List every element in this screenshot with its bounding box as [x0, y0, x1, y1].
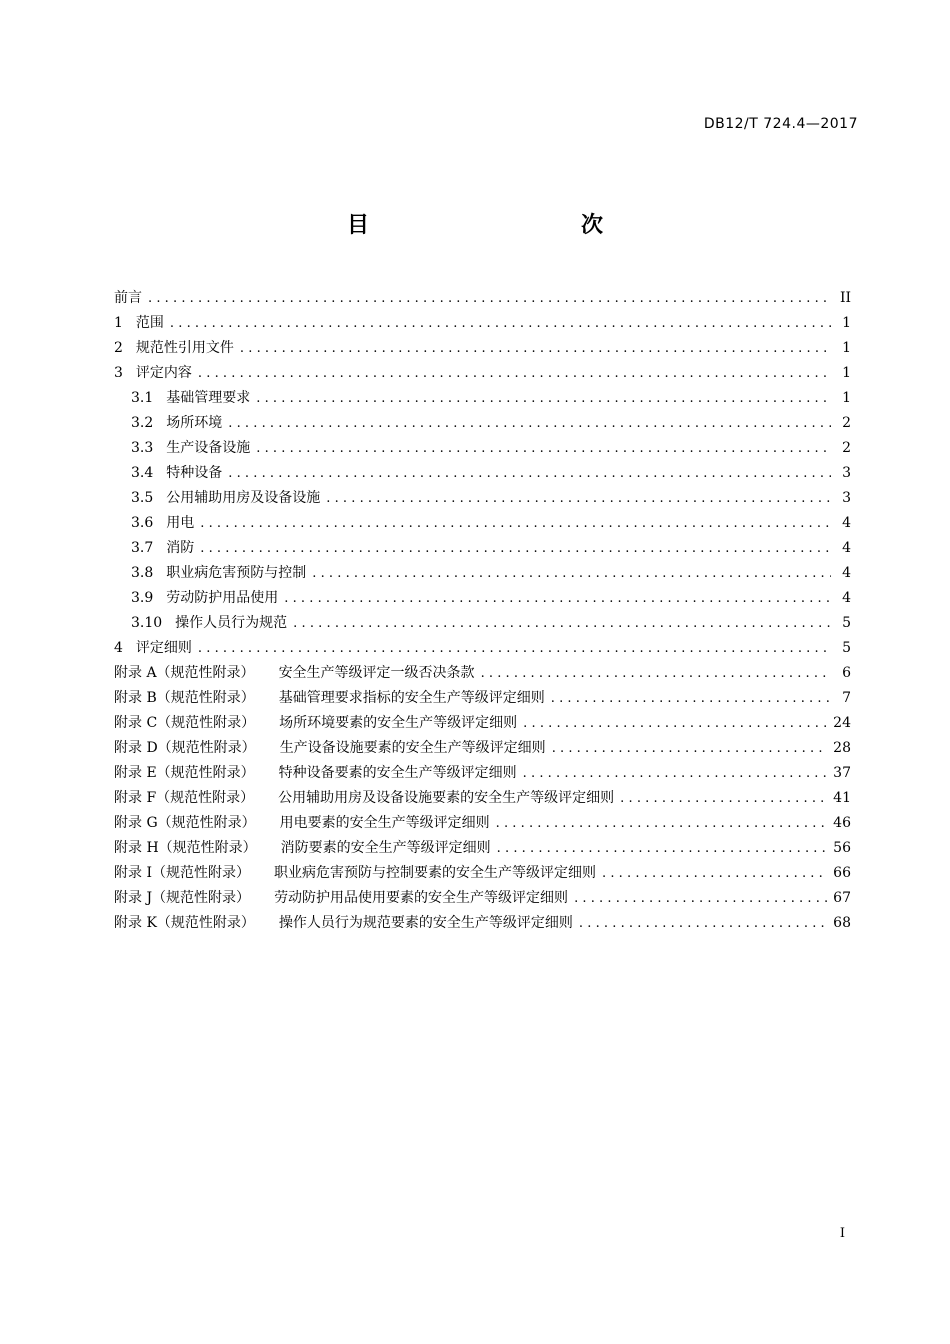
toc-entry-number: 3.2 [131, 415, 154, 431]
toc-entry[interactable] [114, 886, 851, 911]
toc-entry-label: 操作人员行为规范要素的安全生产等级评定细则 [278, 915, 573, 931]
toc-entry-page: 6 [842, 665, 851, 681]
toc-dot-leader [256, 436, 831, 461]
toc-entry-page: 41 [833, 790, 851, 806]
page-title: 目 次 [346, 213, 659, 238]
toc-dot-leader [170, 311, 831, 336]
toc-entry[interactable] [114, 611, 851, 636]
toc-entry-page: 4 [842, 515, 851, 531]
toc-dot-leader [284, 586, 831, 611]
toc-entry-number: 3.1 [131, 390, 154, 406]
toc-entry[interactable] [114, 761, 851, 786]
toc-entry[interactable] [114, 861, 851, 886]
toc-entry[interactable] [114, 436, 851, 461]
toc-entry-page: 1 [842, 340, 851, 356]
toc-entry[interactable] [114, 461, 851, 486]
toc-entry[interactable] [114, 511, 851, 536]
toc-dot-leader [620, 786, 827, 811]
toc-dot-leader [551, 686, 831, 711]
toc-entry-number: 附录 A（规范性附录） [114, 665, 255, 681]
toc-entry[interactable] [114, 711, 851, 736]
toc-dot-leader [200, 536, 831, 561]
toc-dot-leader [256, 386, 831, 411]
toc-entry-number: 1 [114, 315, 123, 331]
toc-entry[interactable] [114, 286, 851, 311]
toc-entry-label: 场所环境 [166, 415, 223, 431]
toc-entry-page: 37 [833, 765, 851, 781]
toc-entry[interactable] [114, 661, 851, 686]
toc-entry[interactable] [114, 636, 851, 661]
toc-entry-label: 公用辅助用房及设备设施要素的安全生产等级评定细则 [278, 790, 615, 806]
toc-entry-number: 3.3 [131, 440, 154, 456]
toc-dot-leader [228, 461, 831, 486]
toc-entry-number: 3.8 [131, 565, 154, 581]
toc-dot-leader [148, 286, 831, 311]
toc-entry-page: 46 [833, 815, 851, 831]
toc-entry-number: 附录 G（规范性附录） [114, 815, 256, 831]
toc-entry-number: 3.5 [131, 490, 154, 506]
toc-dot-leader [574, 886, 827, 911]
page-number: I [839, 1226, 845, 1241]
toc-entry-number: 附录 K（规范性附录） [114, 915, 255, 931]
toc-dot-leader [497, 836, 828, 861]
toc-entry[interactable] [114, 336, 851, 361]
toc-entry-label: 特种设备要素的安全生产等级评定细则 [278, 765, 517, 781]
toc-entry-number: 4 [114, 640, 123, 656]
toc-entry-number: 3.10 [131, 615, 163, 631]
toc-entry-page: 1 [842, 365, 851, 381]
toc-dot-leader [293, 611, 831, 636]
toc-entry-label: 用电要素的安全生产等级评定细则 [279, 815, 490, 831]
toc-entry[interactable] [114, 836, 851, 861]
toc-entry-number: 附录 C（规范性附录） [114, 715, 256, 731]
toc-entry[interactable] [114, 486, 851, 511]
toc-entry-number: 附录 E（规范性附录） [114, 765, 255, 781]
toc-entry-number: 3.4 [131, 465, 154, 481]
toc-entry-page: 2 [842, 440, 851, 456]
toc-entry-label: 安全生产等级评定一级否决条款 [278, 665, 475, 681]
toc-dot-leader [198, 636, 831, 661]
toc-entry-page: 2 [842, 415, 851, 431]
toc-dot-leader [198, 361, 831, 386]
toc-entry-label: 公用辅助用房及设备设施 [166, 490, 321, 506]
toc-entry-number: 附录 J（规范性附录） [114, 890, 251, 906]
toc-entry-page: 5 [842, 615, 851, 631]
toc-entry-label: 场所环境要素的安全生产等级评定细则 [279, 715, 518, 731]
toc-entry-page: 56 [833, 840, 851, 856]
toc-entry[interactable] [114, 561, 851, 586]
toc-dot-leader [579, 911, 827, 936]
standard-code: DB12/T 724.4—2017 [703, 116, 858, 132]
toc-dot-leader [523, 761, 828, 786]
toc-entry[interactable] [114, 586, 851, 611]
toc-entry-label: 操作人员行为规范 [175, 615, 288, 631]
toc-entry-page: 4 [842, 540, 851, 556]
toc-entry-page: 5 [842, 640, 851, 656]
toc-entry-page: 1 [842, 315, 851, 331]
table-of-contents [114, 286, 851, 936]
toc-entry-label: 劳动防护用品使用 [166, 590, 279, 606]
toc-entry-number: 2 [114, 340, 123, 356]
toc-entry[interactable] [114, 311, 851, 336]
toc-dot-leader [496, 811, 828, 836]
toc-entry[interactable] [114, 361, 851, 386]
toc-entry[interactable] [114, 736, 851, 761]
toc-entry-label: 基础管理要求指标的安全生产等级评定细则 [278, 690, 545, 706]
toc-dot-leader [228, 411, 831, 436]
toc-entry-page: 3 [842, 490, 851, 506]
toc-entry-label: 消防 [166, 540, 195, 556]
toc-entry-page: 66 [833, 865, 851, 881]
toc-entry-label: 职业病危害预防与控制 [166, 565, 307, 581]
toc-entry-label: 规范性引用文件 [135, 340, 234, 356]
toc-entry-page: 4 [842, 565, 851, 581]
toc-dot-leader [552, 736, 827, 761]
toc-entry-label: 用电 [166, 515, 195, 531]
toc-entry-number: 3 [114, 365, 123, 381]
toc-entry-number: 附录 F（规范性附录） [114, 790, 255, 806]
toc-entry-label: 范围 [135, 315, 164, 331]
toc-dot-leader [326, 486, 831, 511]
toc-entry[interactable] [114, 686, 851, 711]
toc-entry-page: 24 [833, 715, 851, 731]
toc-entry-page: II [839, 290, 851, 306]
toc-entry-number: 3.6 [131, 515, 154, 531]
toc-dot-leader [200, 511, 831, 536]
toc-entry-label: 基础管理要求 [166, 390, 251, 406]
toc-entry[interactable] [114, 811, 851, 836]
toc-entry[interactable] [114, 786, 851, 811]
toc-dot-leader [312, 561, 831, 586]
toc-entry-page: 4 [842, 590, 851, 606]
toc-entry-page: 1 [842, 390, 851, 406]
toc-dot-leader [481, 661, 831, 686]
toc-entry-label: 职业病危害预防与控制要素的安全生产等级评定细则 [273, 865, 596, 881]
toc-entry[interactable] [114, 911, 851, 936]
toc-entry-label: 评定细则 [135, 640, 192, 656]
toc-entry-number: 3.7 [131, 540, 154, 556]
toc-entry-label: 生产设备设施 [166, 440, 251, 456]
toc-entry-number: 附录 D（规范性附录） [114, 740, 256, 756]
toc-entry[interactable] [114, 411, 851, 436]
toc-dot-leader [523, 711, 827, 736]
toc-entry[interactable] [114, 536, 851, 561]
toc-entry-label: 特种设备 [166, 465, 223, 481]
toc-entry-page: 28 [833, 740, 851, 756]
toc-entry-page: 3 [842, 465, 851, 481]
toc-entry-label: 评定内容 [135, 365, 192, 381]
toc-entry-page: 68 [833, 915, 851, 931]
toc-entry-number: 附录 I（规范性附录） [114, 865, 250, 881]
toc-entry-number: 3.9 [131, 590, 154, 606]
toc-dot-leader [602, 861, 827, 886]
toc-entry-label: 生产设备设施要素的安全生产等级评定细则 [279, 740, 546, 756]
toc-entry-label: 前言 [114, 290, 142, 306]
toc-dot-leader [240, 336, 831, 361]
toc-entry-page: 67 [833, 890, 851, 906]
toc-entry-label: 劳动防护用品使用要素的安全生产等级评定细则 [274, 890, 569, 906]
toc-entry-number: 附录 B（规范性附录） [114, 690, 255, 706]
toc-entry-page: 7 [842, 690, 851, 706]
toc-entry[interactable] [114, 386, 851, 411]
toc-entry-number: 附录 H（规范性附录） [114, 840, 257, 856]
toc-entry-label: 消防要素的安全生产等级评定细则 [280, 840, 491, 856]
